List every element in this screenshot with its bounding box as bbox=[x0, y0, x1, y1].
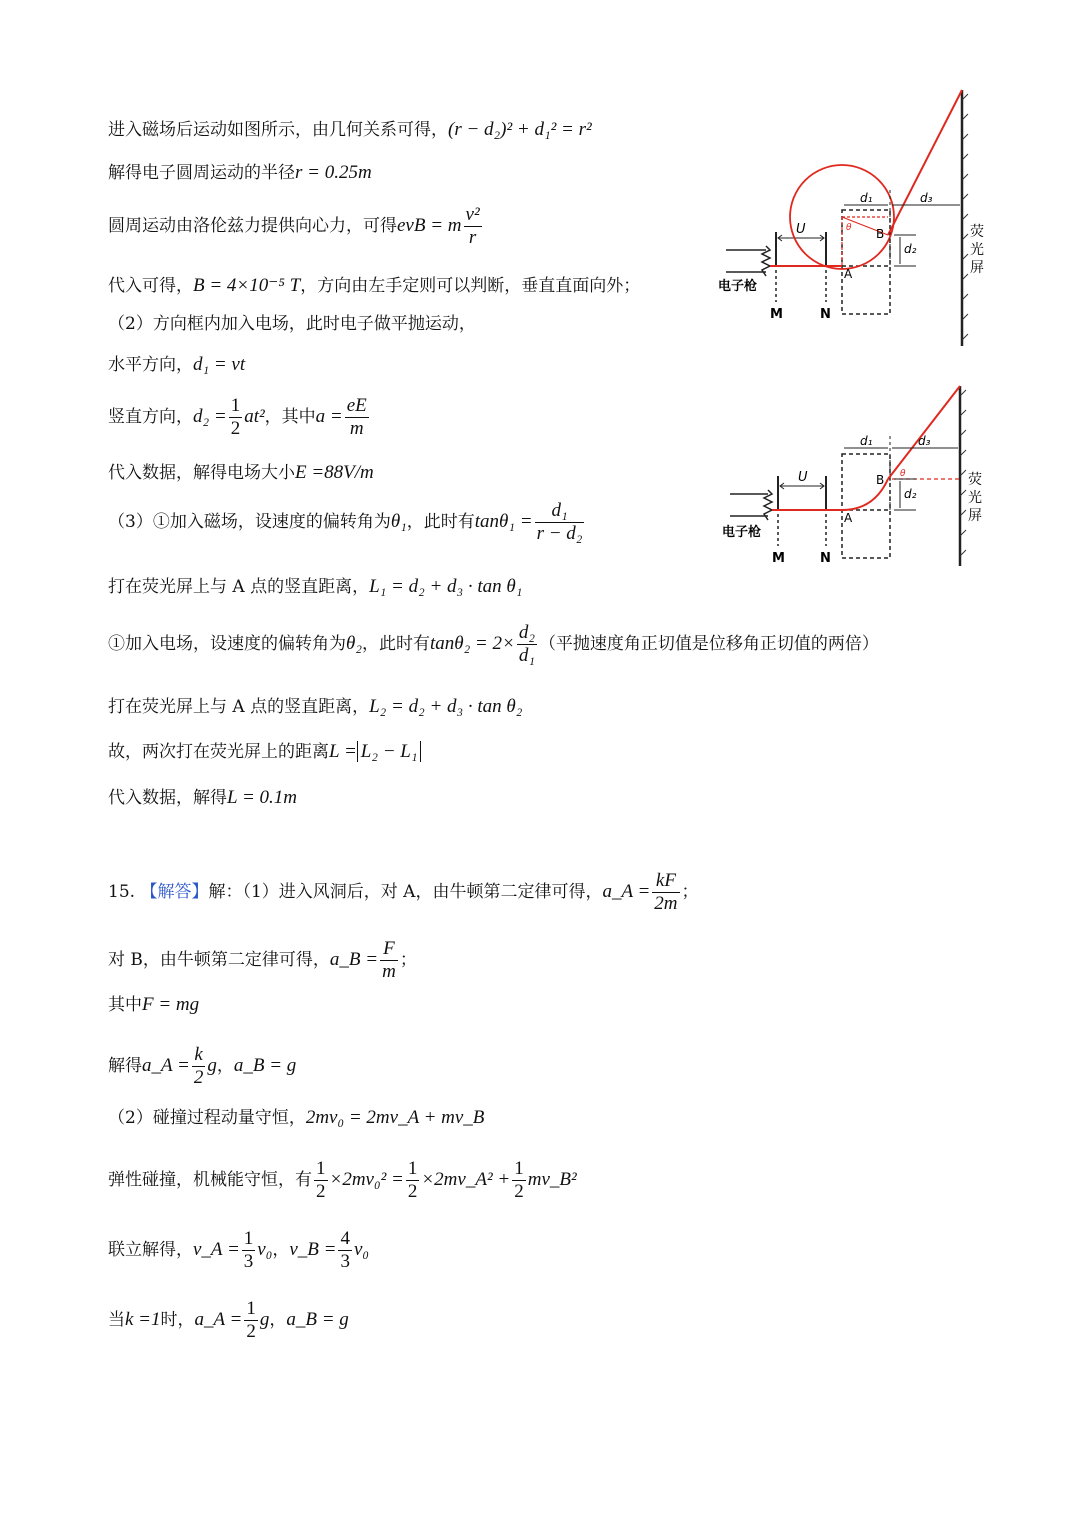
q15-line-b-accel: 对 B，由牛顿第二定律可得，a_B = $\frac{F}{m}$ ； bbox=[108, 938, 417, 982]
screen-label-2: 光 bbox=[968, 490, 982, 506]
solution-line-result: 代入数据，解得L = 0.1m bbox=[108, 787, 298, 808]
theta-label: θ bbox=[900, 469, 906, 479]
solution-line-part2-intro: （2）方向框内加入电场，此时电子做平抛运动， bbox=[108, 314, 476, 334]
d2-label: d₂ bbox=[904, 487, 917, 501]
solution-line-radius: 解得电子圆周运动的半径r = 0.25m bbox=[108, 162, 372, 183]
solution-line-b-field: 代入可得，B = 4×10⁻⁵ T，方向由左手定则可以判断，垂直直面向外； bbox=[108, 275, 641, 296]
beam-after-field bbox=[888, 90, 962, 235]
solution-line-horizontal: 水平方向，d₁ = vt bbox=[108, 354, 246, 375]
d3-label: d₃ bbox=[918, 434, 931, 448]
q15-line-accels-solved: 解得a_A = $\frac{k}{2}$ g，a_B = g bbox=[108, 1044, 297, 1088]
fraction-half-1: $\frac{1}{2}$ bbox=[316, 1158, 326, 1202]
screen-label-3: 屏 bbox=[968, 508, 982, 524]
fraction-d1-over-r-d2: $\frac{\text{d₁}}{\text{r − d₂}}$ bbox=[536, 500, 583, 544]
answer-tag: 【解答】 bbox=[140, 881, 209, 902]
screen-label-2: 光 bbox=[970, 242, 984, 258]
point-b-label: B bbox=[876, 473, 885, 487]
fraction-four-thirds: $\frac{4}{3}$ bbox=[340, 1228, 350, 1272]
field-region-box bbox=[842, 454, 890, 558]
fraction-half-3: $\frac{1}{2}$ bbox=[514, 1158, 524, 1202]
point-b-label: B bbox=[876, 227, 885, 241]
solution-line-geometry: 进入磁场后运动如图所示，由几何关系可得，(r − d₂)² + d₁² = r² bbox=[108, 119, 592, 140]
q15-line-momentum: （2）碰撞过程动量守恒，2mv₀ = 2mv_A + mv_B bbox=[108, 1107, 485, 1128]
solution-line-angle2: ①加入电场，设速度的偏转角为θ₂，此时有tanθ₂ = 2× $\frac{\text{d₂}}{\text{d₁}}$ （平抛速度角正切值是位移角正切值的两倍） bbox=[108, 622, 879, 666]
solution-line-e-field: 代入数据，解得电场大小E =88V/m bbox=[108, 462, 374, 483]
electron-gun bbox=[726, 246, 770, 276]
d1-label: d₁ bbox=[860, 191, 873, 205]
screen-label-1: 荧 bbox=[970, 224, 984, 240]
fraction-k-over-2: $\frac{k}{2}$ bbox=[193, 1044, 204, 1088]
solution-line-l1: 打在荧光屏上与 A 点的竖直距离，L₁ = d₂ + d₃ · tan θ₁ bbox=[108, 576, 523, 597]
q15-line-a-accel: 15. 【解答】解：（1）进入风洞后，对 A，由牛顿第二定律可得，a_A = $\frac{kF}{2m}$ ； bbox=[108, 870, 699, 914]
absolute-value: L₂ − L₁ bbox=[357, 741, 422, 762]
solution-line-l2: 打在荧光屏上与 A 点的竖直距离，L₂ = d₂ + d₃ · tan θ₂ bbox=[108, 696, 523, 717]
fraction-kF-over-2m: $\frac{kF}{2m}$ bbox=[654, 870, 678, 914]
d3-label: d₃ bbox=[920, 191, 933, 205]
screen-label-3: 屏 bbox=[970, 260, 984, 276]
theta-label: θ bbox=[846, 223, 852, 233]
beam-after-field bbox=[888, 386, 960, 479]
fraction-half-2: $\frac{1}{2}$ bbox=[407, 1158, 418, 1202]
figure-electric-deflection bbox=[716, 378, 996, 573]
point-a-label: A bbox=[844, 511, 853, 525]
fraction-one-half-g: $\frac{1}{2}$ bbox=[246, 1298, 256, 1342]
solution-line-vertical: 竖直方向，d₂ = $\frac{1}{2}$ at²，其中a = $\frac{eE}{m}$ bbox=[108, 395, 367, 439]
plate-n-label: N bbox=[820, 307, 831, 322]
voltage-label: U bbox=[798, 470, 808, 485]
d2-label: d₂ bbox=[904, 242, 917, 256]
electron-gun bbox=[730, 490, 772, 520]
electron-gun-label: 电子枪 bbox=[718, 279, 758, 294]
q15-line-force: 其中F = mg bbox=[108, 994, 200, 1015]
d1-label: d₁ bbox=[860, 434, 873, 448]
screen-label-1: 荧 bbox=[968, 472, 982, 488]
q15-line-energy: 弹性碰撞，机械能守恒，有 $\frac{1}{2}$ ×2mv₀² = $\frac{1}{2}$ ×2mv_A² + $\frac{1}{2}$ mv_B² bbox=[108, 1158, 577, 1202]
plate-m-label: M bbox=[772, 551, 785, 566]
fraction-one-half: $\frac{1}{2}$ bbox=[230, 395, 241, 439]
point-a-label: A bbox=[844, 267, 853, 281]
voltage-label: U bbox=[796, 222, 806, 237]
q15-line-k-equals-1: 当k =1时，a_A = $\frac{1}{2}$ g，a_B = g bbox=[108, 1298, 349, 1342]
solution-line-distance: 故，两次打在荧光屏上的距离L = L₂ − L₁ bbox=[108, 741, 421, 762]
fraction-v2-over-r: $\frac{\text{v²}}{r}$ bbox=[465, 204, 480, 248]
fraction-F-over-m: $\frac{F}{m}$ bbox=[382, 938, 396, 982]
fraction-eE-over-m: $\frac{eE}{m}$ bbox=[346, 395, 367, 439]
electron-gun-label: 电子枪 bbox=[722, 525, 762, 540]
plate-m-label: M bbox=[770, 307, 783, 322]
solution-line-angle1: （3）①加入磁场，设速度的偏转角为θ₁，此时有tanθ₁ = $\frac{\text{d₁}}{\text{r − d₂}}$ bbox=[108, 500, 583, 544]
plate-n-label: N bbox=[820, 551, 831, 566]
fraction-one-third: $\frac{1}{3}$ bbox=[243, 1228, 254, 1272]
figure-magnetic-deflection bbox=[716, 80, 996, 355]
solution-line-lorentz: 圆周运动由洛伦兹力提供向心力，可得evB = m $\frac{\text{v²}}{r}$ bbox=[108, 204, 480, 248]
fraction-d2-over-d1: $\frac{\text{d₂}}{\text{d₁}}$ bbox=[518, 622, 535, 666]
q15-line-velocities: 联立解得，v_A = $\frac{1}{3}$ v₀，v_B = $\frac{4}{3}$ v₀ bbox=[108, 1228, 369, 1272]
